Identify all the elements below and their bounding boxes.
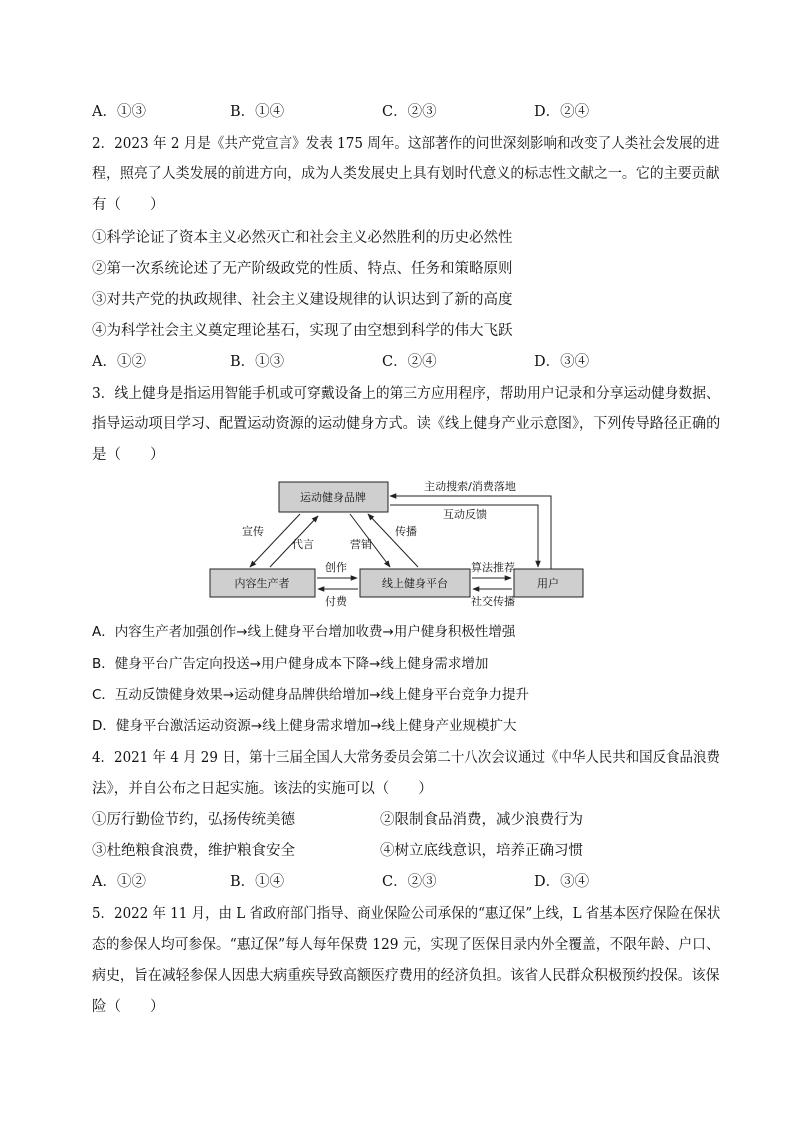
algo-label: 算法推荐 (471, 561, 515, 574)
q4-items-row (92, 810, 712, 830)
online-fitness-industry-diagram (200, 474, 600, 614)
search-label: 主动搜索/消费落地 (424, 480, 516, 493)
q2-item-1: ①科学论证了资本主义必然灭亡和社会主义必然胜利的历史必然性 (92, 230, 513, 246)
q5-stem-line: 病史，旨在减轻参保人因患大病重疾导致高额医疗费用的经济负担。该省人民群众积极预约投保。该保 (92, 968, 720, 984)
q4-item-1: ①厉行勤俭节约，弘扬传统美德 (92, 812, 295, 828)
user-label: 用户 (537, 577, 559, 590)
q3-option-c: C．互动反馈健身效果→运动健身品牌供给增加→线上健身平台竞争力提升 (92, 687, 530, 703)
option-b: B．①④ (230, 874, 285, 890)
q3-stem-line: 指导运动项目学习、配置运动资源的运动健身方式。读《线上健身产业示意图》，下列传导路径正确的 (92, 416, 721, 432)
q5-stem-line: 态的参保人均可参保。“惠辽保”每人每年保费 129 元，实现了医保目录内外全覆盖，不限年龄、户口、 (92, 937, 720, 953)
q4-stem-line: 法》，并自公布之日起实施。该法的实施可以（ ） (92, 781, 433, 797)
option-b: B．①③ (230, 354, 285, 370)
q2-stem-line: 有（ ） (92, 197, 165, 213)
pay-label: 付费 (325, 595, 347, 608)
q2-stem-line: 程，照亮了人类发展的前进方向，成为人类发展史上具有划时代意义的标志性文献之一。它的主要贡献 (92, 166, 720, 182)
endorse-label: 代言 (292, 538, 314, 551)
q4-options (92, 872, 712, 892)
producer-label: 内容生产者 (234, 577, 290, 590)
option-d: D．②④ (534, 104, 590, 120)
marketing-label: 营销 (350, 538, 372, 551)
q3-stem-line: 3．线上健身是指运用智能手机或可穿戴设备上的第三方应用程序，帮助用户记录和分享运动健身数据、 (92, 386, 720, 402)
create-label: 创作 (325, 561, 347, 574)
q2-item-2: ②第一次系统论述了无产阶级政党的性质、特点、任务和策略原则 (92, 261, 513, 277)
q3-option-b: B．健身平台广告定向投送→用户健身成本下降→线上健身需求增加 (92, 656, 489, 672)
q3-option-d: D．健身平台激活运动资源→线上健身需求增加→线上健身产业规模扩大 (92, 718, 517, 734)
q2-stem-line: 2．2023 年 2 月是《共产党宣言》发表 175 周年。这部著作的问世深刻影响和改变了人类社会发展的进 (92, 136, 720, 152)
q4-item-2: ②限制食品消费，减少浪费行为 (380, 812, 583, 828)
option-a: A．①③ (92, 104, 146, 120)
social-label: 社交传播 (471, 595, 515, 608)
q5-stem-line: 险（ ） (92, 999, 165, 1015)
option-c: C．②③ (382, 104, 437, 120)
q3-stem-line: 是（ ） (92, 447, 165, 463)
option-d: D．③④ (534, 354, 590, 370)
q2-item-4: ④为科学社会主义奠定理论基石，实现了由空想到科学的伟大飞跃 (92, 323, 513, 339)
spread-label: 传播 (395, 525, 417, 538)
option-c: C．②④ (382, 354, 437, 370)
option-c: C．②③ (382, 874, 437, 890)
brand-label: 运动健身品牌 (300, 491, 366, 504)
option-b: B．①④ (230, 104, 285, 120)
q4-stem-line: 4．2021 年 4 月 29 日，第十三届全国人大常务委员会第二十八次会议通过《中华人民共和国反食品浪费 (92, 750, 720, 766)
q4-item-3: ③杜绝粮食浪费，维护粮食安全 (92, 843, 295, 859)
option-d: D．③④ (534, 874, 590, 890)
q2-options (92, 352, 712, 372)
platform-label: 线上健身平台 (382, 577, 448, 590)
feedback-label: 互动反馈 (443, 508, 487, 521)
q4-item-4: ④树立底线意识，培养正确习惯 (380, 843, 583, 859)
option-a: A．①② (92, 354, 146, 370)
q1-options (92, 102, 712, 122)
q4-items-row (92, 841, 712, 861)
publicity-label: 宣传 (242, 525, 264, 538)
q3-option-a: A．内容生产者加强创作→线上健身平台增加收费→用户健身积极性增强 (92, 624, 516, 640)
q2-item-3: ③对共产党的执政规律、社会主义建设规律的认识达到了新的高度 (92, 292, 513, 308)
q5-stem-line: 5．2022 年 11 月，由 L 省政府部门指导、商业保险公司承保的“惠辽保”上线，L 省基本医疗保险在保状 (92, 906, 721, 922)
option-a: A．①② (92, 874, 146, 890)
spread-arrow (368, 514, 418, 567)
